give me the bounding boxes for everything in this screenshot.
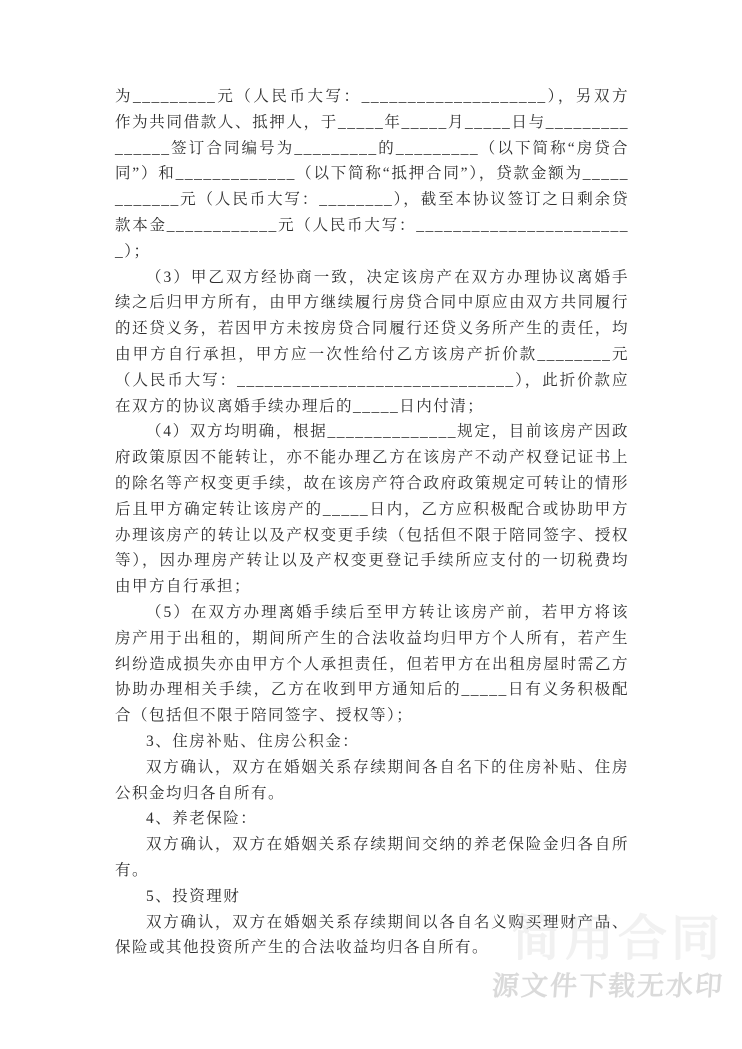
paragraph: 为_________元（人民币大写：____________________），另双方作为共同借款人、抵押人，于_____年_____月_____日与_______________签订合同编号为_________的_________（以下简称“房贷合同”）和_____________（以下简称“抵押合同”），贷款金额为____________元（人民币大写：________），截至本协议签订之日剩余贷款本金____________元（人民币大写：________________________）； (115, 88, 629, 260)
paragraph: 3、住房补贴、住房公积金： (146, 732, 360, 750)
paragraph: 双方确认，双方在婚姻关系存续期间交纳的养老保险金归各自所有。 (115, 836, 629, 879)
paragraph: （3）甲乙双方经协商一致，决定该房产在双方办理协议离婚手续之后归甲方所有，由甲方继续履行房贷合同中原应由双方共同履行的还贷义务，若因甲方未按房贷合同履行还贷义务所产生的责任，均由甲方自行承担，甲方应一次性给付乙方该房产折价款________元（人民币大写：______________________________），此折价款应在双方的协议离婚手续办理后的_____日内付清； (115, 268, 629, 415)
watermark-brand-text: 简用合同 (511, 912, 724, 966)
paragraph: 双方确认，双方在婚姻关系存续期间以各自名义购买理财产品、保险或其他投资所产生的合法收益均归各自所有。 (115, 913, 629, 957)
paragraph: （4）双方均明确，根据______________规定，目前该房产因政府政策原因不能转让，亦不能办理乙方在该房产不动产权登记证书上的除名等产权变更手续，故在该房产符合政府政策规定可转让的情形后且甲方确定转让该房产的_____日内，乙方应积极配合或协助甲方办理该房产的转让以及产权变更手续（包括但不限于陪同签字、授权等），因办理房产转让以及产权变更登记手续所应支付的一切税费均由甲方自行承担； (115, 423, 629, 596)
paragraph: 4、养老保险： (146, 810, 258, 828)
paragraph: 双方确认，双方在婚姻关系存续期间各自名下的住房补贴、住房公积金均归各自所有。 (115, 758, 629, 802)
watermark-subtitle-text: 源文件下载无水印 (490, 971, 726, 1001)
paragraph: 5、投资理财 (146, 887, 241, 905)
document-body (115, 84, 629, 961)
paragraph: （5）在双方办理离婚手续后至甲方转让该房产前，若甲方将该房产用于出租的，期间所产生的合法收益均归甲方个人所有，若产生纠纷造成损失亦由甲方个人承担责任，但若甲方在出租房屋时需乙方协助办理相关手续，乙方在收到甲方通知后的_____日有义务积极配合（包括但不限于陪同签字、授权等）； (115, 603, 629, 725)
